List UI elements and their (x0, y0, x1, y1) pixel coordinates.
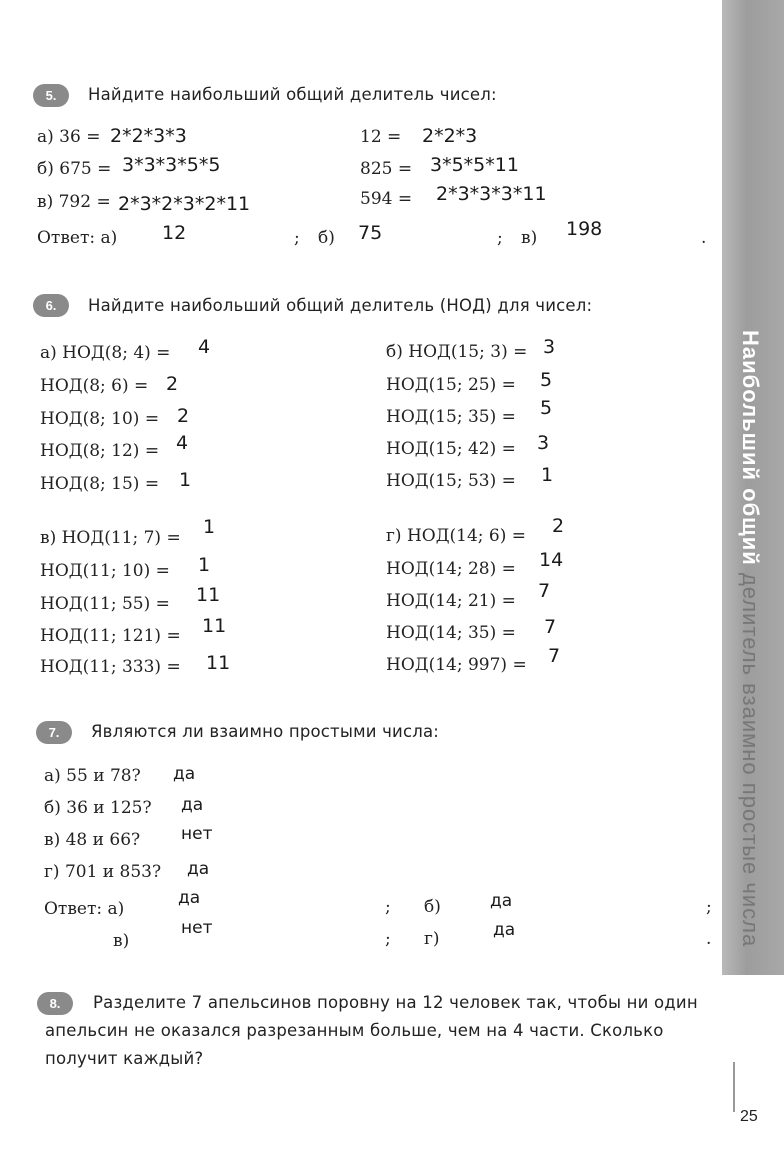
t6-c-v4: 11 (202, 615, 227, 637)
t6-a-q2: НОД(8; 6) = (40, 376, 149, 396)
task-8-line-3: получит каждый? (45, 1049, 204, 1068)
t6-a-q4: НОД(8; 12) = (40, 441, 160, 461)
page-number: 25 (740, 1108, 758, 1125)
t6-b-q2: НОД(15; 25) = (386, 375, 516, 395)
t7-answer-sep2: ; (706, 897, 712, 917)
t6-c-q2: НОД(11; 10) = (40, 561, 170, 581)
task-5-title: Найдите наибольший общий делитель чисел: (88, 85, 497, 104)
t5-answer-c-label: в) (521, 228, 538, 248)
t7-answer-a: да (178, 888, 201, 908)
t6-d-v5: 7 (548, 645, 561, 667)
side-tab-light: делитель взаимно простые числа (738, 572, 763, 948)
t6-b-v4: 3 (537, 432, 550, 454)
t6-b-v1: 3 (543, 336, 556, 358)
t6-d-v2: 14 (539, 549, 564, 571)
t6-d-v4: 7 (544, 616, 557, 638)
t6-a-q3: НОД(8; 10) = (40, 409, 160, 429)
t6-d-q1: г) НОД(14; 6) = (386, 526, 527, 546)
task-8-badge: 8. (37, 992, 73, 1015)
t5-answer-b-label: б) (318, 228, 335, 248)
t7-answer-b: да (490, 891, 513, 911)
t6-c-q4: НОД(11; 121) = (40, 626, 181, 646)
t6-a-v4: 4 (176, 432, 189, 454)
t6-c-q1: в) НОД(11; 7) = (40, 528, 181, 548)
t6-c-v2: 1 (198, 554, 211, 576)
t6-c-q3: НОД(11; 55) = (40, 594, 170, 614)
t7-answer-sep3: ; (385, 929, 391, 949)
t6-a-v3: 2 (177, 405, 190, 427)
t6-c-v3: 11 (196, 584, 221, 606)
t5-row-a-left-answer: 2*2*3*3 (110, 125, 187, 147)
t5-row-b-right-answer: 3*5*5*11 (430, 154, 519, 176)
t7-v1: да (173, 764, 196, 784)
t7-answer-d: да (493, 920, 516, 940)
t7-v3: нет (181, 824, 213, 844)
t6-d-v1: 2 (552, 515, 565, 537)
t5-answer-c: 198 (566, 218, 603, 240)
t5-row-c-right: 594 = (360, 189, 413, 209)
t7-answer-c-label: в) (113, 931, 130, 951)
side-tab-title (737, 330, 763, 947)
t5-row-c-left-answer: 2*3*2*3*2*11 (118, 193, 251, 215)
t5-row-a-right: 12 = (360, 127, 402, 147)
task-7-title: Являются ли взаимно простыми числа: (91, 722, 440, 741)
t6-c-q5: НОД(11; 333) = (40, 657, 181, 677)
t7-answer-end: . (706, 929, 712, 949)
t5-answer-b: 75 (358, 222, 383, 244)
t5-row-b-right: 825 = (360, 159, 413, 179)
t6-d-q5: НОД(14; 997) = (386, 655, 527, 675)
t6-a-q5: НОД(8; 15) = (40, 474, 160, 494)
t6-d-q4: НОД(14; 35) = (386, 623, 516, 643)
t5-row-b-left: б) 675 = (37, 159, 112, 179)
t7-answer-c: нет (181, 918, 213, 938)
t6-a-v2: 2 (166, 373, 179, 395)
t6-b-v5: 1 (541, 464, 554, 486)
t5-answer-sep1: ; (294, 228, 300, 248)
t7-answer-sep1: ; (385, 897, 391, 917)
t7-q1: а) 55 и 78? (44, 766, 141, 786)
t7-answer-b-label: б) (424, 897, 441, 917)
task-8-line-1: Разделите 7 апельсинов поровну на 12 человек так, чтобы ни один (93, 993, 698, 1012)
t5-answer-a: 12 (162, 222, 187, 244)
t5-row-a-left: а) 36 = (37, 127, 101, 147)
task-6-title: Найдите наибольший общий делитель (НОД) для чисел: (88, 296, 593, 315)
t5-row-c-left: в) 792 = (37, 192, 111, 212)
t6-a-q1: а) НОД(8; 4) = (40, 343, 171, 363)
t7-answer-d-label: г) (424, 929, 440, 949)
t6-b-q3: НОД(15; 35) = (386, 407, 516, 427)
t7-q3: в) 48 и 66? (44, 830, 141, 850)
task-5-badge: 5. (33, 84, 69, 107)
t7-q2: б) 36 и 125? (44, 798, 152, 818)
t6-b-v2: 5 (540, 369, 553, 391)
t6-b-q4: НОД(15; 42) = (386, 439, 516, 459)
page-divider (733, 1062, 735, 1112)
t7-q4: г) 701 и 853? (44, 862, 162, 882)
t6-a-v1: 4 (198, 336, 211, 358)
t6-b-q5: НОД(15; 53) = (386, 471, 516, 491)
t6-d-q3: НОД(14; 21) = (386, 591, 516, 611)
t7-answer-label: Ответ: а) (44, 899, 125, 919)
t5-answer-label: Ответ: а) (37, 228, 118, 248)
t6-b-v3: 5 (540, 397, 553, 419)
t6-a-v5: 1 (179, 469, 192, 491)
t5-answer-sep2: ; (497, 228, 503, 248)
t6-b-q1: б) НОД(15; 3) = (386, 342, 528, 362)
t7-v2: да (181, 795, 204, 815)
side-tab-strong: Наибольший общий (738, 330, 763, 566)
t5-row-c-right-answer: 2*3*3*3*11 (436, 183, 547, 205)
t7-v4: да (187, 859, 210, 879)
t5-row-a-right-answer: 2*2*3 (422, 125, 478, 147)
t5-answer-end: . (701, 228, 707, 248)
task-8-line-2: апельсин не оказался разрезанным больше, чем на 4 части. Сколько (45, 1021, 664, 1040)
task-6-badge: 6. (33, 294, 69, 317)
t5-row-b-left-answer: 3*3*3*5*5 (122, 154, 221, 176)
t6-d-v3: 7 (538, 580, 551, 602)
task-7-badge: 7. (36, 721, 72, 744)
t6-c-v1: 1 (203, 516, 216, 538)
t6-d-q2: НОД(14; 28) = (386, 559, 516, 579)
t6-c-v5: 11 (206, 652, 231, 674)
